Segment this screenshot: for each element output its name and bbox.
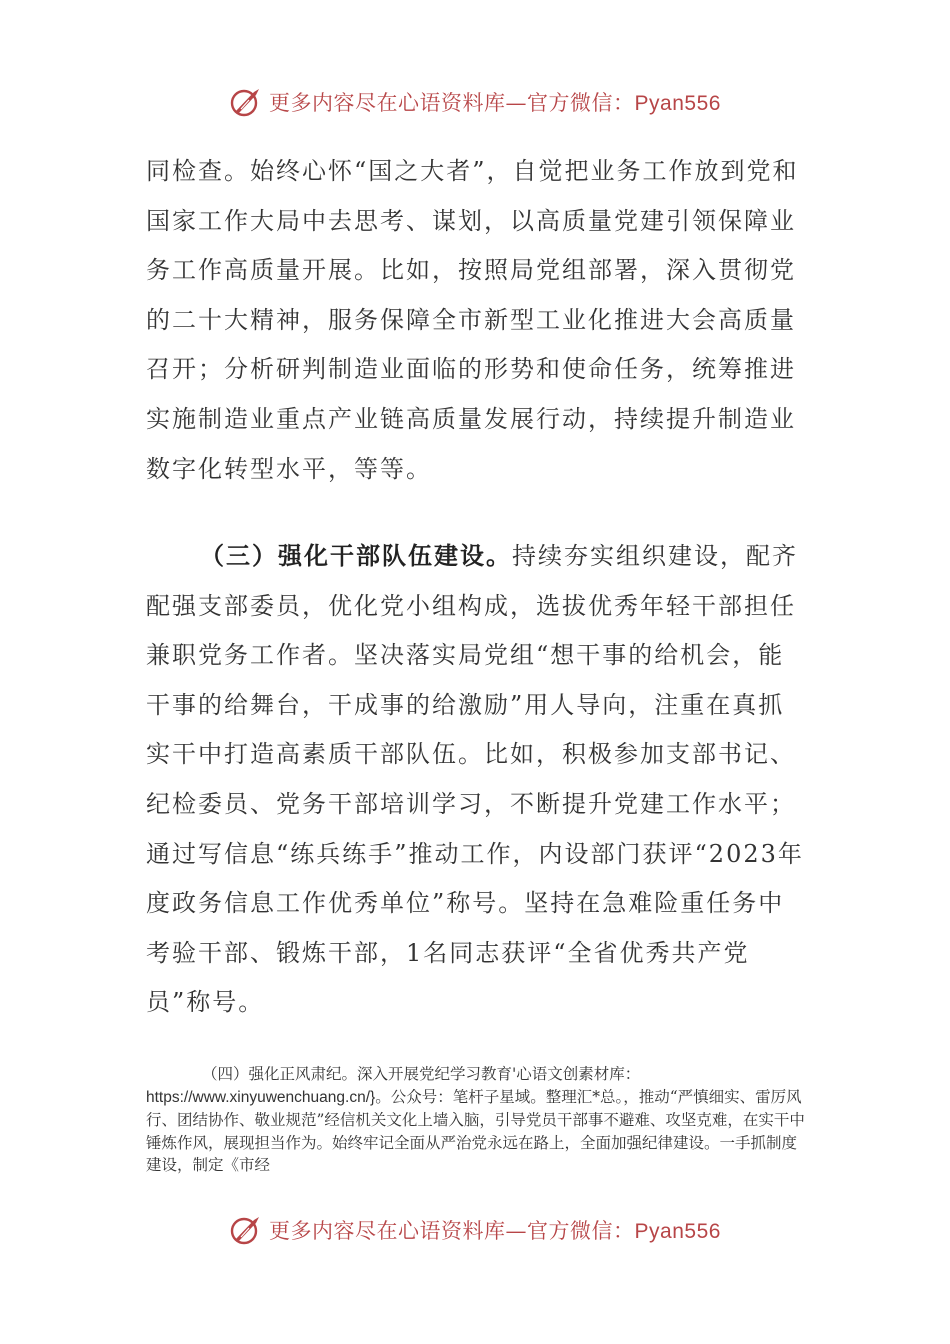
- header-banner-text: 更多内容尽在心语资料库—官方微信：Pyan556: [269, 91, 721, 115]
- quill-pen-icon: [229, 85, 263, 119]
- header-wechat-id: Pyan556: [634, 92, 721, 115]
- paragraph-1: 同检查。始终心怀“国之大者”，自觉把业务工作放到党和国家工作大局中去思考、谋划，以高质量党建引领保障业务工作高质量开展。比如，按照局党组部署，深入贯彻党的二十大精神，服务保障全市新型工业化推进大会高质量召开；分析研判制造业面临的形势和使命任务，统筹推进实施制造业重点产业链高质量发展行动，持续提升制造业数字化转型水平，等等。: [146, 157, 799, 483]
- paragraph-2: [146, 531, 806, 1028]
- footer-banner: [0, 1210, 950, 1250]
- paragraph-3-url: https://www.xinyuwenchuang.cn/}: [146, 1088, 376, 1106]
- paragraph-2-heading: （三）强化干部队伍建设。: [200, 541, 512, 570]
- paragraph-2-body: 持续夯实组织建设，配齐配强支部委员，优化党小组构成，选拔优秀年轻干部担任兼职党务工作者。坚决落实局党组“想干事的给机会，能干事的给舞台，干成事的给激励”用人导向，注重在真抓实干中打造高素质干部队伍。比如，积极参加支部书记、纪检委员、党务干部培训学习，不断提升党建工作水平；通过写信息“练兵练手”推动工作，内设部门获评“2023年度政务信息工作优秀单位”称号。坚持在急难险重任务中考验干部、锻炼干部，1名同志获评“全省优秀共产党员”称号。: [146, 542, 804, 1017]
- paragraph-3: [146, 1063, 806, 1177]
- paragraph-3-text-a: （四）强化正风肃纪。深入开展党纪学习教育'心语文创素材库：: [202, 1065, 641, 1083]
- header-banner: [0, 82, 950, 122]
- footer-wechat-id: Pyan556: [634, 1220, 721, 1243]
- footer-banner-text: 更多内容尽在心语资料库—官方微信：Pyan556: [269, 1219, 721, 1243]
- quill-pen-icon: [229, 1213, 263, 1247]
- paragraph-3-text-b: 。公众号：笔杆子星域。整理汇*总。，推动“严慎细实、雷厉风行、团结协作、敬业规范”经信机关文化上墙入脑，引导党员干部事不避难、攻坚克难，在实干中锤炼作风，展现担当作为。始终牢记全面从严治党永远在路上，全面加强纪律建设。一手抓制度建设，制定《市经: [146, 1087, 805, 1175]
